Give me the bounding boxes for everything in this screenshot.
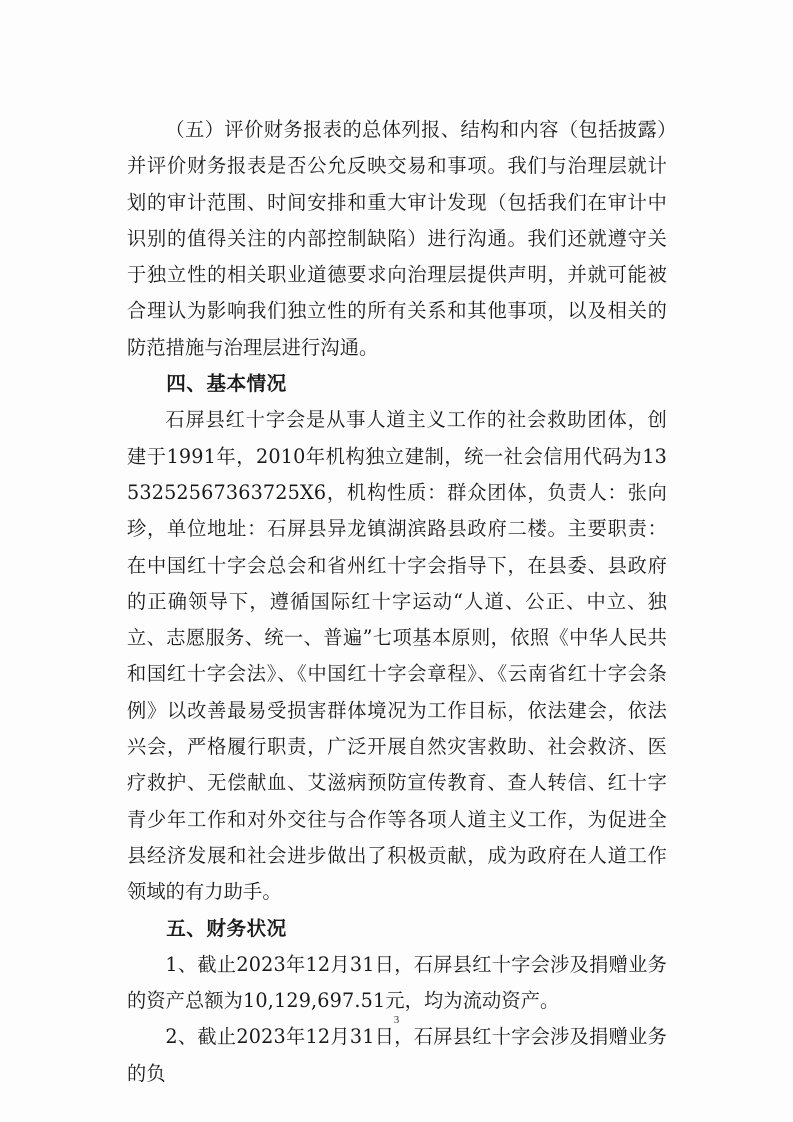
paragraph-liabilities: 2、截止2023年12月31日，石屏县红十字会涉及捐赠业务的负 [127,1025,667,1085]
paragraph-basic-info: 石屏县红十字会是从事人道主义工作的社会救助团体，创建于1991年，2010年机构独立建制，统一社会信用代码为1353252567363725X6，机构性质：群众团体，负责人：张向珍，单位地址：石屏县异龙镇湖滨路县政府二楼。主要职责：在中国红十字会总会和省州红十字会指导下，在县委、县政府的正确领导下，遵循国际红十字运动“人道、公正、中立、独立、志愿服务、统一、普遍”七项基本原则，依照《中华人民共和国红十字会法》、《中国红十字会章程》、《云南省红十字会条例》以改善最易受损害群体境况为工作目标，依法建会，依法兴会，严格履行职责，广泛开展自然灾害救助、社会救济、医疗救护、无偿献血、艾滋病预防宣传教育、查人转信、红十字青少年工作和对外交往与合作等各项人道主义工作，为促进全县经济发展和社会进步做出了积极贡献，成为政府在人道工作领域的有力助手。 [127,408,667,904]
paragraph-audit-item-5: （五）评价财务报表的总体列报、结构和内容（包括披露）并评价财务报表是否公允反映交易和事项。我们与治理层就计划的审计范围、时间安排和重大审计发现（包括我们在审计中识别的值得关注的内部控制缺陷）进行沟通。我们还就遵守关于独立性的相关职业道德要求向治理层提供声明，并就可能被合理认为影响我们独立性的所有关系和其他事项，以及相关的防范措施与治理层进行沟通。 [127,118,667,359]
section-heading-basic-info: 四、基本情况 [166,372,287,396]
section-heading-financial-status: 五、财务状况 [166,916,287,940]
page-body [127,112,667,1092]
page-number: 3 [393,1014,400,1026]
paragraph-assets: 1、截止2023年12月31日，石屏县红十字会涉及捐赠业务的资产总额为10,129,697.51元，均为流动资产。 [127,952,667,1013]
